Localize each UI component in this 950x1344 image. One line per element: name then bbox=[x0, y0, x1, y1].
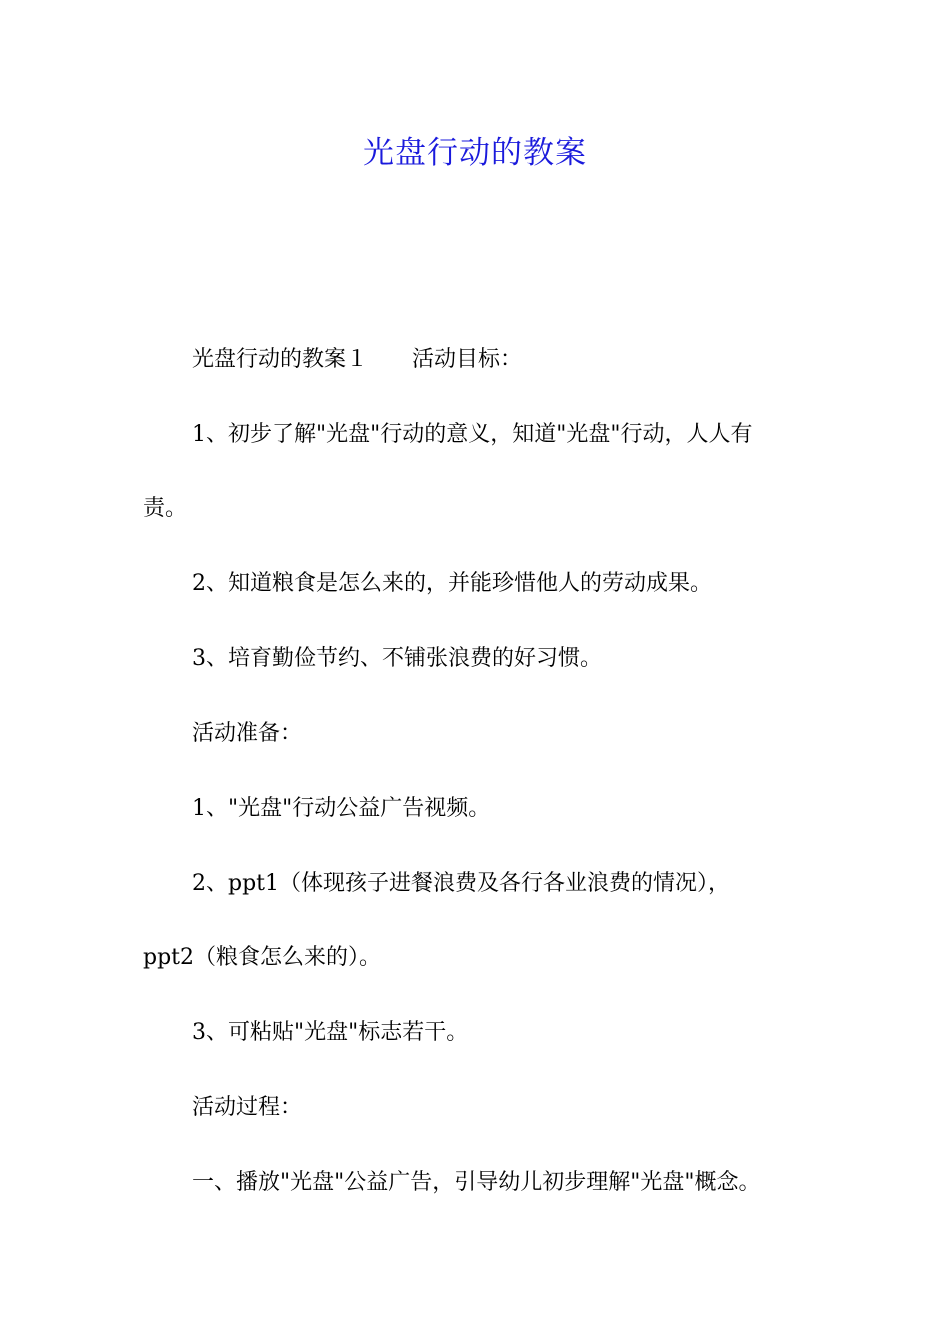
paragraph-prep-3: 3、可粘贴"光盘"标志若干。 bbox=[192, 1020, 469, 1045]
document-title: 光盘行动的教案 bbox=[363, 135, 587, 171]
goals-label: 活动目标： bbox=[412, 347, 523, 372]
paragraph-goal-1: 1、初步了解"光盘"行动的意义，知道"光盘"行动，人人有 bbox=[192, 422, 753, 447]
paragraph-prep-2-cont: ppt2（粮食怎么来的）。 bbox=[143, 945, 382, 970]
paragraph-process-1: 一、播放"光盘"公益广告，引导幼儿初步理解"光盘"概念。 bbox=[192, 1170, 761, 1195]
paragraph-goal-3: 3、培育勤俭节约、不铺张浪费的好习惯。 bbox=[192, 646, 602, 671]
paragraph-heading-goals bbox=[143, 346, 872, 374]
paragraph-prep-2: 2、ppt1（体现孩子进餐浪费及各行各业浪费的情况）， bbox=[192, 871, 731, 896]
paragraph-process-heading: 活动过程： bbox=[192, 1095, 303, 1120]
paragraph-prep-1: 1、"光盘"行动公益广告视频。 bbox=[192, 796, 491, 821]
lesson-plan-label: 光盘行动的教案１ bbox=[192, 347, 369, 372]
paragraph-preparation-heading: 活动准备： bbox=[192, 721, 303, 746]
paragraph-goal-2: 2、知道粮食是怎么来的，并能珍惜他人的劳动成果。 bbox=[192, 571, 712, 596]
paragraph-goal-1-cont: 责。 bbox=[143, 496, 188, 521]
